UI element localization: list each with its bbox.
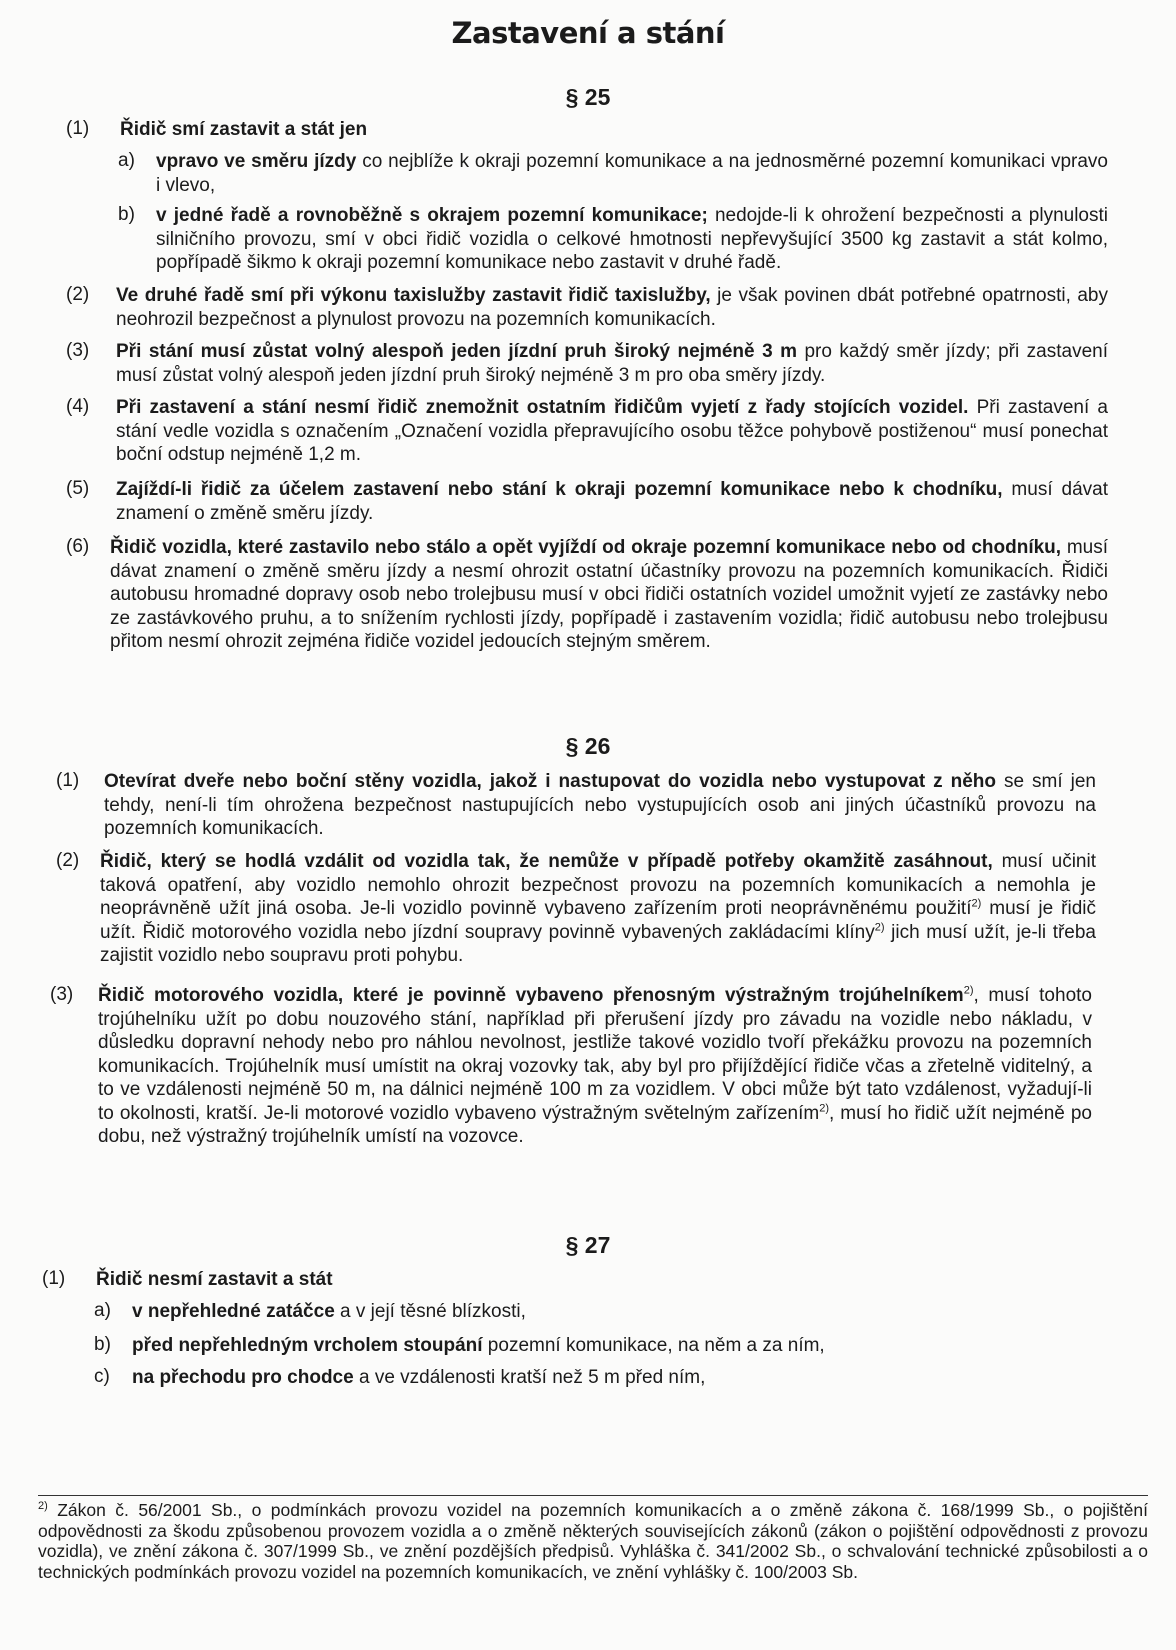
s27-c-letter: c) [94,1366,110,1387]
s25-p1-number: (1) [66,118,90,139]
s27-item-c: na přechodu pro chodce a ve vzdálenosti kratší než 5 m před ním, [132,1367,706,1388]
s27-item-a: v nepřehledné zatáčce a v její těsné blízkosti, [132,1301,526,1322]
s25-paragraph-6: Řidič vozidla, které zastavilo nebo stálo a opět vyjíždí od okraje pozemní komunikace nebo od chodníku, musí dávat znamení o změně směru jízdy a nesmí ohrozit ostatní účastníky provozu na pozemních komunikacích. Řidiči autobusu hromadné dopravy osob nebo trolejbusu musí v obci řidiči ostatních vozidel umožnit vyjetí ze zastávky nebo ze zastávkového pruhu, a to snížením rychlosti jízdy, popřípadě i zastavením vozidla; řidič autobusu nebo trolejbusu přitom nesmí ohrozit zejména řidiče vozidel jedoucích stejným směrem. [110,537,1108,652]
s25-a-letter: a) [118,150,135,171]
footnote-separator [38,1495,1148,1496]
s27-p1-lead-text: Řidič nesmí zastavit a stát [96,1269,333,1290]
s25-p4-number: (4) [66,396,90,417]
s25-p2-number: (2) [66,284,90,305]
footnote-ref: 2) [819,1102,830,1115]
s27-item-b: před nepřehledným vrcholem stoupání pozemní komunikace, na něm a za ním, [132,1335,825,1356]
s27-p1-number: (1) [42,1268,66,1289]
s26-p2-number: (2) [56,850,80,871]
section-26-heading: § 26 [565,733,611,759]
s25-paragraph-4: Při zastavení a stání nesmí řidič znemožnit ostatním řidičům vyjetí z řady stojících vozidel. Při zastavení a stání vedle vozidla s označením „Označení vozidla přepravujícího osobu těžce pohybově postiženou“ musí ponechat boční odstup nejméně 1,2 m. [116,397,1108,465]
s25-p1-lead-text: Řidič smí zastavit a stát jen [120,119,368,140]
s27-a-letter: a) [94,1300,111,1321]
s25-paragraph-2: Ve druhé řadě smí při výkonu taxislužby zastavit řidič taxislužby, je však povinen dbát potřebné opatrnosti, aby neohrozil bezpečnost a plynulost provozu na pozemních komunikacích. [116,285,1109,330]
section-25-heading: § 25 [565,84,611,110]
page-title: Zastavení a stání [451,16,725,50]
s25-b-letter: b) [118,204,135,225]
s25-paragraph-3: Při stání musí zůstat volný alespoň jeden jízdní pruh široký nejméně 3 m pro každý směr jízdy; při zastavení musí zůstat volný alespoň jeden jízdní pruh široký nejméně 3 m pro oba směry jízdy. [116,341,1108,386]
s26-p1-number: (1) [56,770,80,791]
footnote-ref: 2) [963,984,974,997]
footnote-ref: 2) [874,921,885,934]
s25-p5-number: (5) [66,478,90,499]
s27-b-letter: b) [94,1334,111,1355]
section-27-heading: § 27 [565,1232,611,1258]
s26-paragraph-1: Otevírat dveře nebo boční stěny vozidla, jakož i nastupovat do vozidla nebo vystupovat z něho se smí jen tehdy, není-li tím ohrožena bezpečnost nastupujících nebo vystupujících osob ani jiných účastníků provozu na pozemních komunikacích. [104,771,1097,839]
s25-p6-number: (6) [66,536,90,557]
footnote [38,1500,1148,1582]
s25-item-b: v jedné řadě a rovnoběžně s okrajem pozemní komunikace; nedojde-li k ohrožení bezpečnosti a plynulosti silničního provozu, smí v obci řidič vozidla o celkové hmotnosti nepřevyšující 3500 kg zastavit a stát kolmo, popřípadě šikmo k okraji pozemní komunikace nebo zastavit v druhé řadě. [156,205,1108,273]
footnote-text: Zákon č. 56/2001 Sb., o podmínkách provozu vozidel na pozemních komunikacích a o změně zákona č. 168/1999 Sb., o pojištění odpovědnosti za škodu způsobenou provozem vozidla a o změně některých souvisejících zákonů (zákon o pojištění odpovědnosti z provozu vozidla), ve znění zákona č. 307/1999 Sb., ve znění pozdějších předpisů. Vyhláška č. 341/2002 Sb., o schvalování technické způsobilosti a o technických podmínkách provozu vozidel na pozemních komunikacích, ve znění vyhlášky č. 100/2003 Sb. [38,1500,1148,1582]
s26-paragraph-2: Řidič, který se hodlá vzdálit od vozidla tak, že nemůže v případě potřeby okamžitě zasáhnout, musí učinit taková opatření, aby vozidlo nemohlo ohrozit bezpečnost provozu na pozemních komunikacích a nemohla je neoprávněně užít jiná osoba. Je-li vozidlo povinně vybaveno zařízením proti neoprávněnému použití$^{2)}$ musí je řidič užít. Řidič motorového vozidla nebo jízdní soupravy povinně vybavených zakládacími klíny$^{2)}$ jich musí užít, je-li třeba zajistit vozidlo nebo soupravu proti pohybu. [100,851,1096,966]
s25-paragraph-5: Zajíždí-li řidič za účelem zastavení nebo stání k okraji pozemní komunikace nebo k chodníku, musí dávat znamení o změně směru jízdy. [116,479,1108,524]
s25-item-a: vpravo ve směru jízdy co nejblíže k okraji pozemní komunikace a na jednosměrné pozemní komunikaci vpravo i vlevo, [156,151,1108,196]
s25-p1-lead [120,118,1100,142]
s26-paragraph-3: Řidič motorového vozidla, které je povinně vybaveno přenosným výstražným trojúhelníkem$^{2)}$, musí tohoto trojúhelníku užít po dobu nouzového stání, například při přerušení jízdy pro závadu na vozidle nebo nákladu, v důsledku dopravní nehody nebo pro náhlou nevolnost, jestliže takové vozidlo tvoří překážku provozu na pozemních komunikacích. Trojúhelník musí umístit na okraj vozovky tak, aby byl pro přijíždějící řidiče včas a zřetelně viditelný, a to ve vzdálenosti nejméně 50 m, na dálnici nejméně 100 m za vozidlem. V obci může být tato vzdálenost, vyžadují-li to okolnosti, kratší. Je-li motorové vozidlo vybaveno výstražným světelným zařízením$^{2)}$, musí ho řidič užít nejméně po dobu, než výstražný trojúhelník umístí na vozovce. [98,984,1092,1147]
s27-p1-lead [96,1268,1076,1292]
s25-p3-number: (3) [66,340,90,361]
s26-p3-number: (3) [50,984,74,1005]
footnote-mark: 2) [38,1500,48,1513]
footnote-ref: 2) [971,897,982,910]
